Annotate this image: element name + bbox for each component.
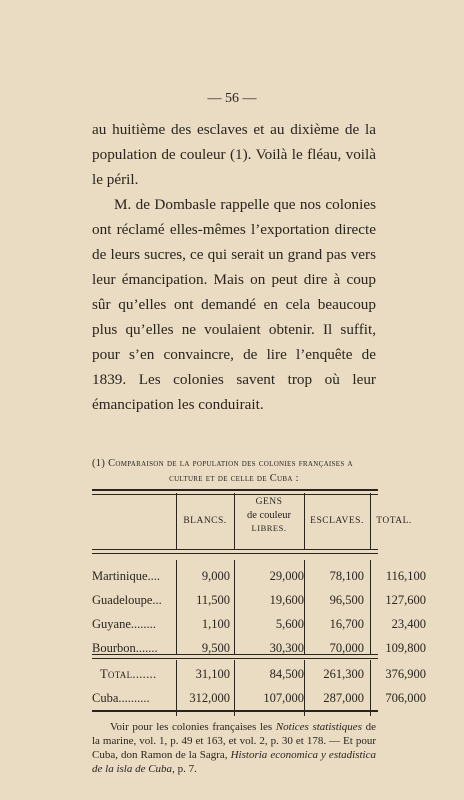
header-total-text: TOTAL. [376, 516, 412, 526]
cell-esclaves: 287,000 [323, 691, 364, 705]
body-text [92, 117, 376, 417]
footnote-heading [92, 456, 376, 486]
cell-blancs: 9,500 [201, 641, 230, 655]
source-note [92, 720, 376, 776]
cell-esclaves: 261,300 [323, 667, 364, 681]
cell-blancs: 9,000 [201, 569, 230, 583]
cell-gens: 84,500 [269, 667, 304, 681]
cell-total: 116,100 [385, 569, 426, 583]
table-top-rule [92, 489, 378, 495]
paragraph-1: au huitième des esclaves et au dixième de la population de couleur (1). Voilà le fléau, voilà le péril. [92, 121, 376, 188]
cell-total: 23,400 [391, 617, 426, 631]
header-total [372, 515, 416, 528]
cell-esclaves: 16,700 [329, 617, 364, 631]
cell-total: 109,800 [385, 641, 426, 655]
header-gens-line-1: GENS [255, 497, 283, 507]
header-esclaves [304, 515, 370, 528]
cell-esclaves: 78,100 [329, 569, 364, 583]
source-part-2: de la marine, vol. 1, p. 49 et 163, et vol. 2, p. 30 et 178. — Et pour Cuba, don Ramon de la Sagra, [92, 721, 376, 761]
cell-esclaves: 96,500 [329, 593, 364, 607]
source-title-2: Historia economica y estadistica de la isla de Cuba [92, 749, 376, 775]
page-number: — 56 — [207, 91, 257, 106]
cell-gens: 107,000 [263, 691, 304, 705]
paragraph-2: M. de Dombasle rappelle que nos colonies ont réclamé elles-mêmes l’exportation directe de leurs sucres, ce qui serait un grand pas vers leur émancipation. Mais on peut dire à coup sûr qu’elles ont demandé en cela beaucoup plus qu’elles ne voulaient obtenir. Il suffit, pour s’en convaincre, de lire l’enquête de 1839. Les colonies savent trop où leur émancipation les conduirait. [92, 196, 376, 413]
total-label: Total....... [100, 667, 157, 681]
header-esclaves-text: ESCLAVES. [310, 516, 364, 526]
cell-total: 706,000 [385, 691, 426, 705]
header-gens-line-3: LIBRES. [251, 523, 287, 533]
row-label: Guyane........ [92, 617, 156, 631]
cell-blancs: 11,500 [196, 593, 230, 607]
cell-total: 376,900 [385, 667, 426, 681]
table-row [92, 614, 426, 634]
row-label: Bourbon....... [92, 641, 158, 655]
cell-gens: 5,600 [275, 617, 304, 631]
table-vline [370, 493, 371, 549]
header-gens [234, 496, 304, 535]
table-row [92, 590, 426, 610]
cell-gens: 30,300 [269, 641, 304, 655]
table-row [92, 638, 426, 658]
table-total-row [92, 664, 426, 684]
cuba-label: Cuba.......... [92, 691, 150, 705]
cell-gens: 19,600 [269, 593, 304, 607]
footnote-heading-line-1: (1) Comparaison de la population des colonies françaises a [92, 458, 353, 469]
table-header-rule [92, 549, 378, 554]
cell-blancs: 31,100 [195, 667, 230, 681]
cell-blancs: 1,100 [201, 617, 230, 631]
row-label: Guadeloupe... [92, 593, 162, 607]
header-blancs-text: BLANCS. [183, 516, 227, 526]
cell-blancs: 312,000 [189, 691, 230, 705]
table-cuba-row [92, 688, 426, 708]
source-part-3: , p. 7. [172, 763, 197, 775]
table-row [92, 566, 426, 586]
header-gens-line-2: de couleur [246, 510, 292, 521]
cell-total: 127,600 [385, 593, 426, 607]
row-label: Martinique.... [92, 569, 161, 583]
footnote-heading-line-2: culture et de celle de Cuba : [169, 473, 299, 484]
table-bottom-rule [92, 710, 378, 712]
source-part-1: Voir pour les colonies françaises les [110, 721, 276, 733]
cell-esclaves: 70,000 [329, 641, 364, 655]
source-title-1: Notices statistiques [275, 721, 362, 733]
cell-gens: 29,000 [269, 569, 304, 583]
header-blancs [176, 515, 234, 528]
